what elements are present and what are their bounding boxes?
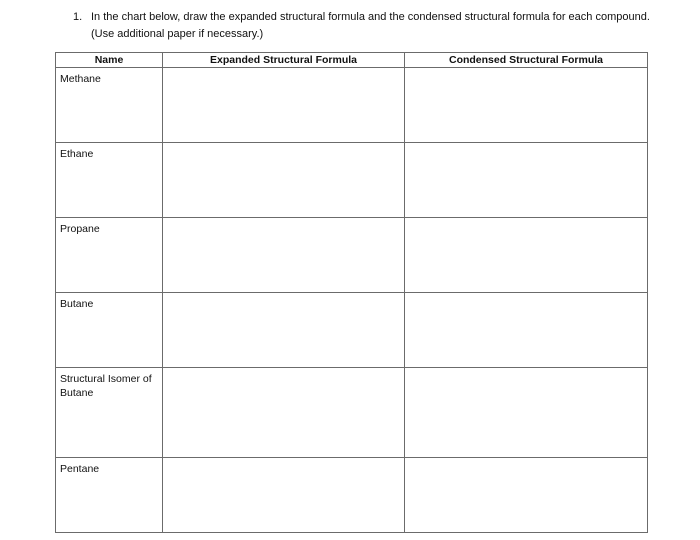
compound-name-cell: Pentane [56,458,163,533]
compound-name-cell: Butane [56,293,163,368]
condensed-formula-cell[interactable] [405,68,648,143]
table-row [56,218,648,293]
expanded-formula-cell[interactable] [163,143,405,218]
table-row [56,458,648,533]
table-row [56,293,648,368]
question-text: In the chart below, draw the expanded structural formula and the condensed structural formula for each compound. (Use additional paper if necessary.) [91,11,650,40]
condensed-formula-cell[interactable] [405,218,648,293]
header-expanded-structural-formula: Expanded Structural Formula [163,53,405,68]
table-row [56,68,648,143]
expanded-formula-cell[interactable] [163,293,405,368]
question-number: 1. [73,11,83,23]
compound-name-cell: Propane [56,218,163,293]
compound-name-cell: Methane [56,68,163,143]
expanded-formula-cell[interactable] [163,68,405,143]
compound-name-cell: Ethane [56,143,163,218]
question-prompt [73,9,653,43]
table-header-row [56,53,648,68]
expanded-formula-cell[interactable] [163,368,405,458]
condensed-formula-cell[interactable] [405,143,648,218]
header-condensed-structural-formula: Condensed Structural Formula [405,53,648,68]
formula-chart-table [55,52,648,533]
expanded-formula-cell[interactable] [163,218,405,293]
compound-name-cell: Structural Isomer of Butane [56,368,163,458]
table-row [56,143,648,218]
table-row [56,368,648,458]
condensed-formula-cell[interactable] [405,293,648,368]
expanded-formula-cell[interactable] [163,458,405,533]
condensed-formula-cell[interactable] [405,368,648,458]
condensed-formula-cell[interactable] [405,458,648,533]
header-name: Name [56,53,163,68]
